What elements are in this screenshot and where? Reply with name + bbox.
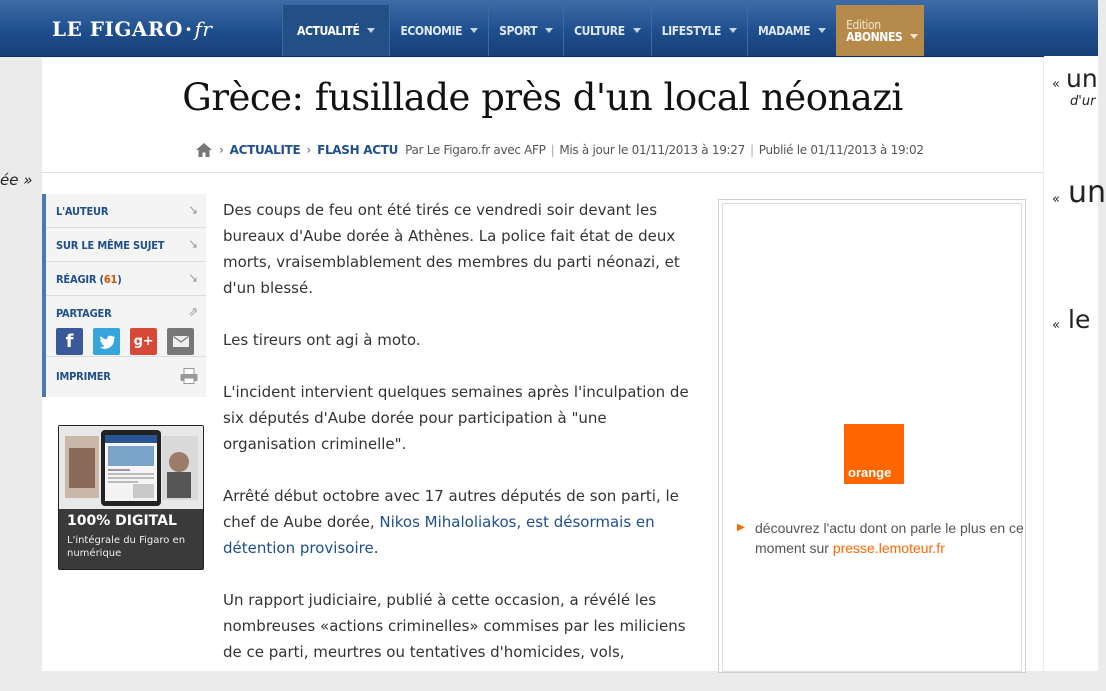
right-quote-mark: « — [1052, 77, 1060, 92]
edition-label: Edition — [846, 17, 881, 32]
nav-item-lifestyle[interactable] — [651, 5, 747, 56]
chevron-down-icon — [470, 28, 478, 33]
breadcrumb-actualite[interactable]: ACTUALITE — [229, 143, 301, 157]
right-quote-mark: « — [1052, 192, 1060, 207]
chevron-down-icon — [633, 28, 641, 33]
article-paragraph: Les tireurs ont agi à moto. — [223, 331, 421, 349]
nav-label: ACTUALITÉ — [297, 23, 360, 38]
ad-message: découvrez l'actu dont on parle le plus en ce moment sur — [755, 520, 1024, 556]
article-author: Par Le Figaro.fr avec AFP — [405, 143, 546, 157]
top-navigation-bar — [0, 0, 1098, 57]
arrow-down-right-icon: ↘ — [188, 237, 198, 252]
tool-share-label: PARTAGER — [56, 307, 112, 320]
tool-print[interactable] — [46, 357, 206, 397]
nav-label: MADAME — [757, 23, 811, 38]
share-buttons — [56, 328, 194, 355]
right-edge-column — [1044, 56, 1106, 671]
nav-label: CULTURE — [574, 23, 625, 38]
chevron-down-icon — [545, 28, 553, 33]
logo-fr: fr — [194, 17, 213, 41]
tool-author-label: L'AUTEUR — [56, 205, 109, 218]
nav-item-madame[interactable] — [747, 5, 836, 56]
article-paragraph — [223, 483, 693, 561]
article-tools — [42, 194, 206, 397]
right-quote-mark: « — [1052, 318, 1060, 333]
left-edge-snippet: ée » — [0, 171, 33, 189]
nav-label: SPORT — [499, 23, 538, 38]
right-snippet-text[interactable]: le — [1068, 305, 1091, 334]
article-published: Publié le 01/11/2013 à 19:02 — [758, 143, 924, 157]
promo-title: 100% DIGITAL — [67, 513, 177, 529]
meta-divider: | — [749, 143, 754, 157]
google-plus-icon[interactable]: g+ — [130, 328, 157, 355]
nav-label: LIFESTYLE — [661, 23, 721, 38]
paragraph-text: . — [373, 539, 379, 557]
nav-label: ECONOMIE — [400, 23, 463, 38]
right-snippet-sub: d'ur — [1070, 94, 1096, 109]
header-divider — [42, 172, 1043, 173]
nav-item-actualite[interactable] — [282, 5, 389, 56]
tool-print-label: IMPRIMER — [56, 370, 111, 383]
right-snippet-text[interactable]: un — [1066, 64, 1098, 93]
triangle-right-icon: ▶ — [737, 522, 745, 533]
chevron-down-icon — [367, 28, 375, 33]
nav-item-culture[interactable] — [563, 5, 651, 56]
facebook-icon[interactable]: f — [56, 328, 83, 355]
article-meta — [195, 142, 924, 158]
nav-item-economie[interactable] — [389, 5, 488, 56]
react-text: RÉAGIR ( — [56, 273, 104, 286]
breadcrumb-separator-icon: › — [306, 143, 312, 157]
breadcrumb-flash-actu[interactable]: FLASH ACTU — [317, 143, 399, 157]
main-nav — [282, 5, 924, 56]
inline-link[interactable]: Nikos Mihaloliakos, est désormais en détention provisoire — [223, 513, 655, 557]
ad-site-link[interactable]: presse.lemoteur.fr — [832, 540, 945, 556]
breadcrumb-separator-icon: › — [219, 143, 224, 157]
tool-react-label — [56, 273, 122, 286]
nav-item-edition-abonnes[interactable] — [836, 5, 924, 56]
meta-divider: | — [550, 143, 555, 157]
twitter-icon[interactable] — [93, 328, 120, 355]
chevron-down-icon — [910, 34, 918, 39]
tool-react[interactable] — [46, 262, 206, 296]
logo-main: LE FIGARO — [52, 17, 183, 41]
tool-same-subject[interactable] — [46, 228, 206, 262]
right-snippet-text[interactable]: un — [1068, 175, 1106, 210]
printer-icon — [180, 368, 198, 384]
article-container — [42, 58, 1043, 671]
paragraph-text: Arrêté début octobre avec 17 autres députés de son parti, le chef de Aube dorée, — [223, 487, 679, 531]
tool-author[interactable] — [46, 194, 206, 228]
article-paragraph: Des coups de feu ont été tirés ce vendredi soir devant les bureaux d'Aube dorée à Athènes. La police fait état de deux morts, vraisemblablement des membres du parti néonazi, et d'un blessé. — [223, 201, 680, 297]
tablet-newspaper-image — [59, 426, 203, 509]
site-logo[interactable] — [52, 17, 212, 41]
article-paragraph: Un rapport judiciaire, publié à cette occasion, a révélé les nombreuses «actions criminelles» commises par les miliciens de ce parti, meurtres ou tentatives d'homicides, vols, — [223, 591, 686, 661]
chevron-down-icon — [818, 28, 826, 33]
nav-item-sport[interactable] — [488, 5, 563, 56]
abonnes-label: ABONNES — [846, 29, 903, 44]
tool-same-subject-label: SUR LE MÊME SUJET — [56, 239, 165, 252]
page-title: Grèce: fusillade près d'un local néonazi — [182, 76, 903, 119]
arrow-down-right-icon: ↘ — [188, 203, 198, 218]
comment-count: 61 — [103, 273, 118, 286]
arrow-down-right-icon: ↘ — [188, 271, 198, 286]
digital-subscription-promo[interactable] — [58, 425, 204, 570]
article-paragraph: L'incident intervient quelques semaines après l'inculpation de six députés d'Aube dorée pour participation à "une organisation criminelle". — [223, 383, 689, 453]
share-icon: ⇗ — [188, 305, 198, 320]
tool-share — [46, 296, 206, 357]
article-body — [223, 197, 693, 691]
promo-subtitle: L'intégrale du Figaro en numérique — [67, 535, 186, 559]
home-icon[interactable] — [195, 142, 213, 158]
article-updated: Mis à jour le 01/11/2013 à 19:27 — [559, 143, 745, 157]
advertisement[interactable] — [718, 199, 1026, 673]
chevron-down-icon — [729, 28, 737, 33]
logo-dot: · — [184, 17, 193, 41]
orange-logo[interactable] — [844, 424, 904, 484]
orange-brand: orange — [848, 465, 892, 480]
email-icon[interactable] — [167, 328, 194, 355]
react-close: ) — [117, 273, 122, 286]
ad-text — [737, 518, 1025, 558]
